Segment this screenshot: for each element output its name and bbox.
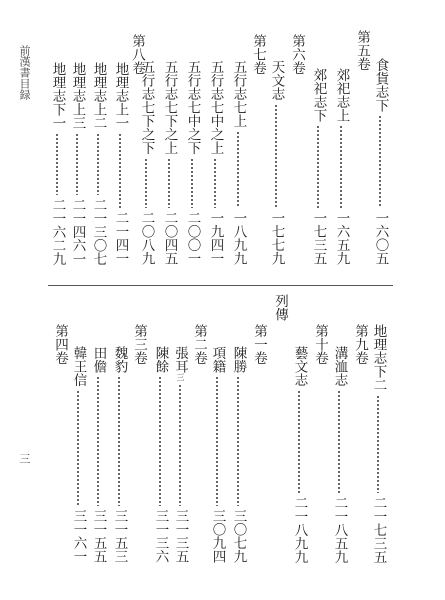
toc-entry [152,346,168,563]
toc-entry [230,60,246,265]
entry-page: 二一三〇七 [90,197,107,265]
entry-subnote: 三 [176,373,185,381]
leader-dots [340,125,342,208]
entry-page: 一九四一 [207,211,224,265]
toc-entry [268,60,284,265]
toc-entry [111,346,127,563]
entry-page: 一七七九 [268,211,285,265]
leader-dots [191,158,193,209]
toc-entry [90,62,106,265]
toc-entry [207,60,223,265]
entry-title: 陳勝 [230,346,247,373]
leader-dots [97,376,99,506]
entry-page: 二一八五九 [331,495,348,563]
running-title: 前漢書目録 [18,45,31,100]
toc-entry [331,346,347,563]
entry-title: 地理志上三 [69,62,86,130]
toc-entry [138,60,154,265]
leader-dots [159,376,161,506]
entry-title: 五行志七中之下 [184,60,201,155]
entry-title: 田儋 [90,346,107,373]
toc-entry [90,346,106,563]
entry-title: 五行志七上 [230,60,247,128]
entry-page: 二一四六一 [69,197,86,265]
page-number: 三 [18,453,31,464]
leader-dots [237,376,239,506]
section-heading: 列傳 [272,294,288,321]
entry-page: 三一三五 [172,509,189,563]
toc-entry [372,58,388,265]
leader-dots [214,158,216,209]
entry-page: 三一三六 [152,509,169,563]
leader-dots [317,125,319,208]
volume-heading: 第八卷 [129,34,145,75]
toc-entry [70,346,86,563]
leader-dots [237,131,239,209]
leader-dots [379,115,381,208]
volume-heading: 第十卷 [312,324,328,365]
volume-heading: 第三卷 [131,324,147,365]
entry-title: 郊祀志下 [310,68,327,122]
volume-heading: 第九卷 [352,324,368,365]
entry-title: 韓王信 [70,346,87,387]
leader-dots [145,158,147,209]
entry-title: 郊祀志上 [333,68,350,122]
leader-dots [377,395,379,493]
toc-entry [230,346,246,563]
toc-entry [291,346,307,563]
toc-entry [184,60,200,265]
leader-dots [56,133,58,195]
toc-entry [172,346,188,563]
entry-page: 三一六一 [70,509,87,563]
entry-page: 二一七三五 [370,495,387,563]
entry-title: 地理志上一 [112,62,129,130]
entry-title: 地理志下一 [49,62,66,130]
entry-page: 三一五五 [90,509,107,563]
entry-title: 魏豹 [111,346,128,373]
entry-page: 一六五九 [333,211,350,265]
leader-dots [76,133,78,195]
entry-page: 二〇八九 [138,211,155,265]
entry-page: 三一五三 [111,509,128,563]
entry-page: 一八九九 [230,211,247,265]
entry-page: 二〇四五 [161,211,178,265]
leader-dots [118,376,120,506]
entry-page: 二一六二九 [49,197,66,265]
entry-title: 五行志七中之上 [207,60,224,155]
leader-dots [275,104,277,209]
volume-heading: 第四卷 [52,324,68,365]
entry-title: 五行志七下之上 [161,60,178,155]
leader-dots [119,133,121,209]
volume-heading: 第六卷 [289,34,305,75]
volume-heading: 第七卷 [250,34,266,75]
toc-entry [112,62,128,265]
toc-entry [209,346,225,563]
volume-heading: 第二卷 [191,324,207,365]
entry-title: 食貨志下 [372,58,389,112]
leader-dots [168,158,170,209]
entry-page: 二一四一 [112,211,129,265]
entry-title: 項籍 [209,346,226,373]
entry-title: 地理志下二 [370,324,387,392]
leader-dots [298,390,300,493]
entry-page: 一七三五 [310,211,327,265]
entry-page: 二〇〇一 [184,211,201,265]
leader-dots [77,390,79,507]
leader-dots [338,390,340,493]
entry-title: 地理志上二 [90,62,107,130]
toc-entry [333,68,349,265]
entry-title: 陳餘 [152,346,169,373]
volume-heading: 第五卷 [354,30,370,71]
section-divider [48,285,393,286]
entry-title: 溝洫志 [331,346,348,387]
entry-page: 三〇九四 [209,509,226,563]
entry-page: 二一八九九 [291,495,308,563]
toc-entry [69,62,85,265]
toc-entry [161,60,177,265]
leader-dots [179,384,181,506]
entry-title: 五行志七下之下 [138,60,155,155]
toc-entry [310,68,326,265]
toc-entry [370,324,386,563]
volume-heading: 第一卷 [251,324,267,365]
entry-title: 天文志 [268,60,285,101]
entry-page: 一六〇五 [372,211,389,265]
toc-entry [49,62,65,265]
entry-title: 張耳三 [172,346,188,381]
leader-dots [216,376,218,506]
leader-dots [97,133,99,195]
entry-page: 三〇七九 [230,509,247,563]
entry-title: 藝文志 [291,346,308,387]
